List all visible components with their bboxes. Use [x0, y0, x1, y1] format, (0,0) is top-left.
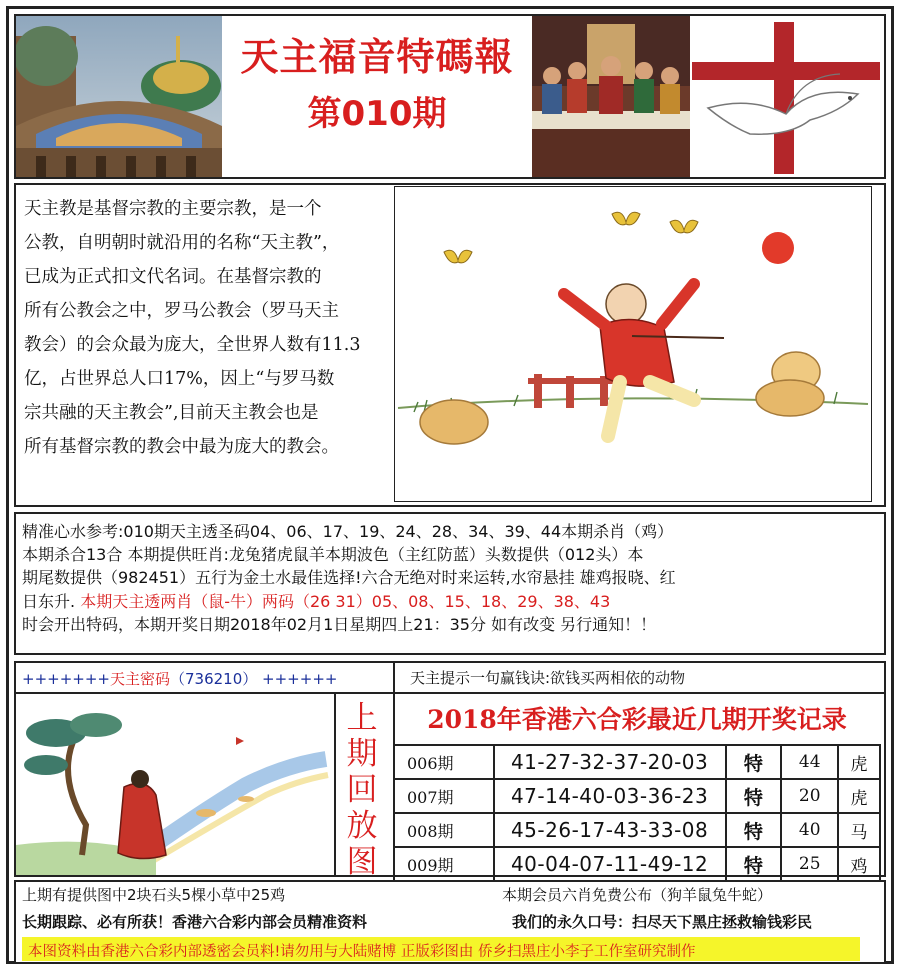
special-label-cell: 特 [726, 779, 782, 813]
replay-char: 图 [346, 844, 378, 880]
prediction-line [22, 590, 884, 613]
zodiac-cell: 虎 [838, 779, 880, 813]
special-number-cell: 25 [781, 847, 838, 881]
page-title: 天主福音特碼報 [240, 35, 514, 79]
records-table [393, 744, 881, 882]
cartoon-boy-image [394, 186, 872, 502]
replay-char: 回 [346, 772, 378, 808]
records-title: 2018年香港六合彩最近几期开奖记录 [427, 705, 847, 734]
intro-line: 亿，占世界总人口17%，因上“与罗马数 [24, 369, 335, 389]
intro-line: 天主教是基督宗教的主要宗教，是一个 [24, 199, 322, 219]
intro-line: 所有公教会之中，罗马公教会（罗马天主 [24, 301, 339, 321]
replay-char: 期 [346, 736, 378, 772]
secret-value: （736210） [170, 670, 258, 688]
numbers-cell: 41-27-32-37-20-03 [494, 745, 726, 779]
intro-line: 教会）的会众最为庞大，全世界人数有11.3 [24, 335, 361, 355]
special-number-cell: 44 [781, 745, 838, 779]
prediction-line: 期尾数提供（982451）五行为金土水最佳选择!六合无绝对时来运转,水帘悬挂 雄鸡报晓、红 [22, 568, 676, 588]
featured-picks: 本期天主透两肖（鼠-牛）两码（26 31）05、08、15、18、29、38、43 [80, 591, 611, 611]
special-number-cell: 20 [781, 779, 838, 813]
issue-cell: 008期 [394, 813, 494, 847]
secret-divider [14, 692, 886, 694]
table-row [394, 813, 880, 847]
numbers-cell: 45-26-17-43-33-08 [494, 813, 726, 847]
prediction-text [22, 520, 884, 636]
footer-note-right: 本期会员六肖免费公布（狗羊鼠兔牛蛇） [502, 886, 773, 904]
issue-cell: 007期 [394, 779, 494, 813]
footer-note-left: 上期有提供图中2块石头5棵小草中25鸡 [22, 886, 286, 904]
issue-cell: 009期 [394, 847, 494, 881]
special-label-cell: 特 [726, 847, 782, 881]
zodiac-cell: 鸡 [838, 847, 880, 881]
replay-image [16, 695, 332, 875]
intro-line: 已成为正式扣文代名词。在基督宗教的 [24, 267, 322, 287]
special-label-cell: 特 [726, 813, 782, 847]
table-row [394, 779, 880, 813]
footer-slogan-right: 我们的永久口号：扫尽天下黑庄拯救输钱彩民 [512, 913, 813, 931]
prediction-line: 精准心水参考:010期天主透圣码04、06、17、19、24、28、34、39、44本期杀肖（鸡） [22, 522, 674, 541]
intro-line: 宗共融的天主教会”,目前天主教会也是 [24, 403, 319, 423]
zodiac-cell: 虎 [838, 745, 880, 779]
cross-dove-image [690, 16, 884, 177]
numbers-cell: 40-04-07-11-49-12 [494, 847, 726, 881]
footer-banner-text: 本图资料由香港六合彩内部透密会员料!请勿用与大陆赌博 正版彩图由 侨乡扫黑庄小李子工作室研究制作 [28, 944, 696, 960]
prediction-line: 时会开出特码，本期开奖日期2018年02月1日星期四上21：35分 如有改变 另行通知！！ [22, 614, 657, 634]
issue-cell: 006期 [394, 745, 494, 779]
intro-line: 公教，自明朝时就沿用的名称“天主教”， [24, 233, 340, 253]
zodiac-cell: 马 [838, 813, 880, 847]
cathedral-image [16, 16, 222, 177]
footer-slogan-left: 长期跟踪、必有所获！香港六合彩内部会员精准资料 [22, 913, 368, 931]
hint-text: 天主提示一句赢钱诀:欲钱买两相依的动物 [410, 669, 686, 687]
table-row [394, 847, 880, 881]
prediction-line-start: 日东升. [22, 591, 81, 611]
special-label-cell: 特 [726, 745, 782, 779]
secret-suffix: ++++++ [262, 670, 338, 688]
replay-char: 上 [346, 700, 378, 736]
last-supper-image [532, 16, 690, 177]
intro-line: 所有基督宗教的教会中最为庞大的教会。 [24, 437, 339, 457]
replay-divider [334, 692, 336, 877]
intro-text [24, 192, 384, 464]
secret-prefix: +++++++ [22, 670, 110, 688]
prediction-line: 本期杀合13合 本期提供旺肖:龙兔猪虎鼠羊本期波色（主红防蓝）头数提供（012头）本 [22, 545, 644, 565]
special-number-cell: 40 [781, 813, 838, 847]
secret-code [22, 668, 337, 689]
table-row [394, 745, 880, 779]
replay-char: 放 [346, 808, 378, 844]
secret-label: 天主密码 [109, 670, 170, 688]
replay-label [338, 700, 386, 880]
numbers-cell: 47-14-40-03-36-23 [494, 779, 726, 813]
issue-number: 第010期 [307, 94, 447, 134]
